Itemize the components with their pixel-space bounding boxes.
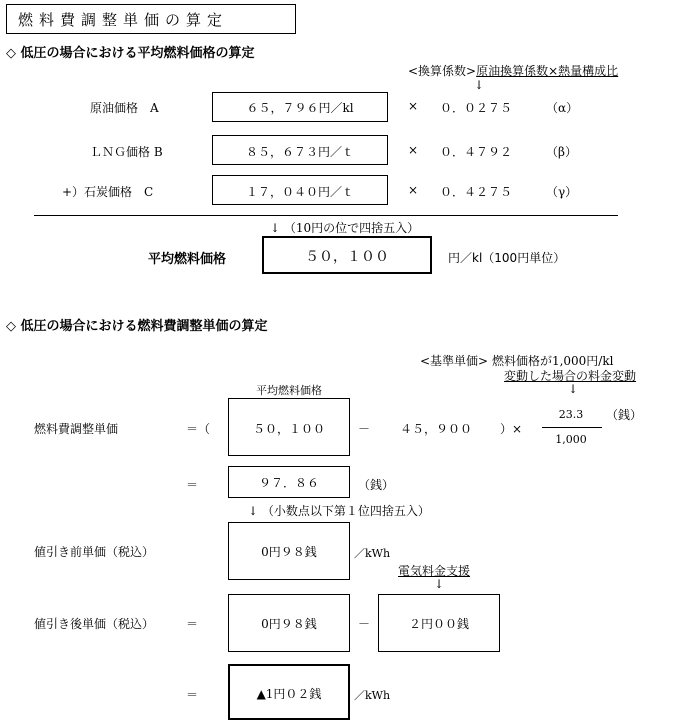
row-b-label: ＬＮＧ価格 B [90,145,163,159]
result-eq: ＝ [186,478,199,492]
page-title: 燃料費調整単価の算定 [18,11,229,29]
support-label: 電気料金支援 [398,564,471,578]
before-value: 0円９８銭 [261,545,317,559]
unit-price-close: ）× [500,422,523,436]
row-a-coef: ０．０２７５ [440,101,513,115]
avg-fuel-price-label: 平均燃料価格 [148,252,227,267]
fraction-denominator: 1,000 [555,433,587,446]
fraction-numerator: 23.3 [558,408,584,421]
conversion-arrow: ↓ [474,78,485,92]
row-a-label: 原油価格 A [90,101,159,115]
conversion-header-underlined: 原油換算係数×熱量構成比 [476,64,619,78]
result-rounding-note: ↓ （小数点以下第１位四捨五入） [248,504,430,518]
base-header-line2: 変動した場合の料金変動 [504,369,637,383]
fraction-bar [542,427,602,428]
row-a-price: ６５，７９６円／kl [246,101,354,115]
row-c-times: × [408,183,419,197]
before-unit: ／kWh [354,547,391,560]
row-c-label: +）石炭価格 C [62,185,154,199]
before-label: 値引き前単価（税込） [34,545,155,559]
support-value: ２円００銭 [408,617,469,631]
row-a-times: × [408,99,419,113]
row-c-price: １７，０４０円／ｔ [245,185,354,199]
after-label: 値引き後単価（税込） [34,617,155,631]
support-arrow: ↓ [434,577,445,591]
unit-price-eq: ＝（ [186,422,211,436]
conversion-header-open: <換算係数> [408,64,477,78]
conversion-header [408,62,618,79]
unit-price-label: 燃料費調整単価 [34,422,119,436]
unit-price-base: ４５，９００ [400,422,473,436]
avg-caption: 平均燃料価格 [256,384,322,397]
final-unit: ／kWh [354,689,391,702]
base-header-text1: 燃料価格が1,000円/kl [491,354,614,368]
final-value: ▲1円０２銭 [256,687,322,701]
base-header-open: <基準単価> [420,354,489,368]
rounding-note: ↓ （10円の位で四捨五入） [270,221,420,235]
row-a-symbol: （α） [546,101,579,115]
sum-divider [34,215,618,216]
row-b-coef: ０．４７９２ [440,145,513,159]
avg-fuel-price-unit: 円／kl（100円単位） [448,251,566,265]
row-c-symbol: （γ） [546,185,578,199]
unit-price-unit: （銭） [606,408,643,422]
section1-heading: ◇ 低圧の場合における平均燃料価格の算定 [6,46,255,61]
result-value: ９７．８６ [258,476,319,490]
avg-fuel-price-value: ５０，１００ [305,249,389,265]
unit-price-avg: ５０，１００ [252,422,325,436]
base-header-arrow: ↓ [568,382,579,396]
result-unit: （銭） [358,478,395,492]
after-eq: ＝ [186,617,199,631]
final-eq: ＝ [186,688,199,702]
row-b-symbol: （β） [546,145,577,159]
row-b-price: ８５，６７３円／ｔ [245,145,354,159]
after-minus: － [358,617,371,631]
row-c-coef: ０．４２７５ [440,185,513,199]
unit-price-minus: － [358,422,371,436]
row-b-times: × [408,143,419,157]
section2-heading: ◇ 低圧の場合における燃料費調整単価の算定 [6,319,268,334]
after-value: 0円９８銭 [261,617,317,631]
